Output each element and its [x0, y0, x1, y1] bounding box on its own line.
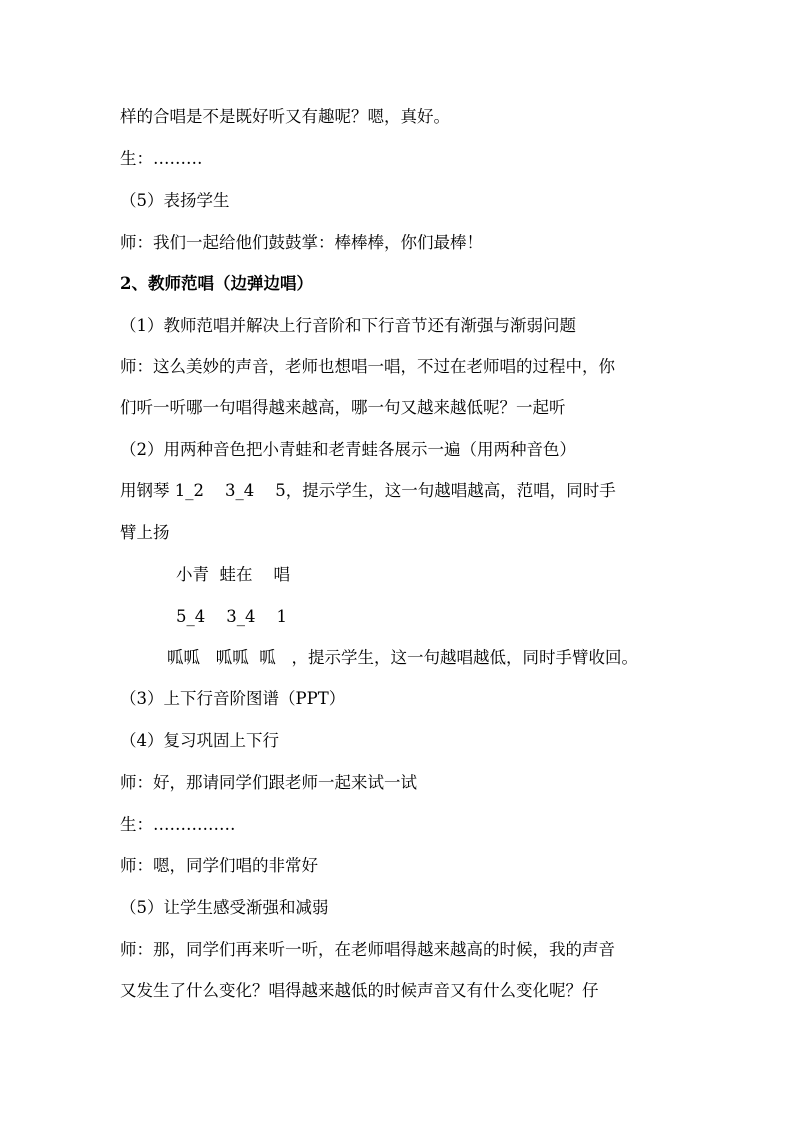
paragraph-line: 生：………	[120, 149, 203, 168]
paragraph-line: （3）上下行音阶图谱（PPT）	[120, 689, 346, 708]
paragraph-line: 师：我们一起给他们鼓鼓掌：棒棒棒，你们最棒！	[120, 233, 483, 252]
paragraph-line: （5）让学生感受渐强和减弱	[120, 898, 329, 917]
paragraph-line: 师：这么美妙的声音，老师也想唱一唱，不过在老师唱的过程中，你	[120, 357, 615, 376]
paragraph-line: 又发生了什么变化？唱得越来越低的时候声音又有什么变化呢？仔	[120, 981, 599, 1000]
paragraph-line: 样的合唱是不是既好听又有趣呢？嗯，真好。	[120, 107, 450, 126]
paragraph-line: 师：好，那请同学们跟老师一起来试一试	[120, 773, 417, 792]
paragraph-line: （1）教师范唱并解决上行音阶和下行音节还有渐强与渐弱问题	[120, 316, 576, 335]
notation-line: 5_4 3_4 1	[176, 607, 287, 626]
paragraph-line: （2）用两种音色把小青蛙和老青蛙各展示一遍（用两种音色）	[120, 440, 576, 459]
lyrics-line: 小青 蛙在 唱	[176, 565, 290, 584]
paragraph-line: （5）表扬学生	[120, 191, 230, 210]
paragraph-line: 用钢琴 1_2 3_4 5，提示学生，这一句越唱越高，范唱，同时手	[120, 481, 616, 500]
paragraph-line: 师：嗯，同学们唱的非常好	[120, 856, 318, 875]
section-heading: 2、教师范唱（边弹边唱）	[120, 274, 313, 293]
paragraph-line: 生：……………	[120, 815, 236, 834]
lyrics-line: 呱呱 呱呱 呱 ，提示学生，这一句越唱越低，同时手臂收回。	[167, 648, 638, 667]
paragraph-line: 师：那，同学们再来听一听，在老师唱得越来越高的时候，我的声音	[120, 940, 615, 959]
paragraph-line: 臂上扬	[120, 523, 170, 542]
paragraph-line: 们听一听哪一句唱得越来越高，哪一句又越来越低呢？一起听	[120, 398, 566, 417]
paragraph-line: （4）复习巩固上下行	[120, 731, 279, 750]
